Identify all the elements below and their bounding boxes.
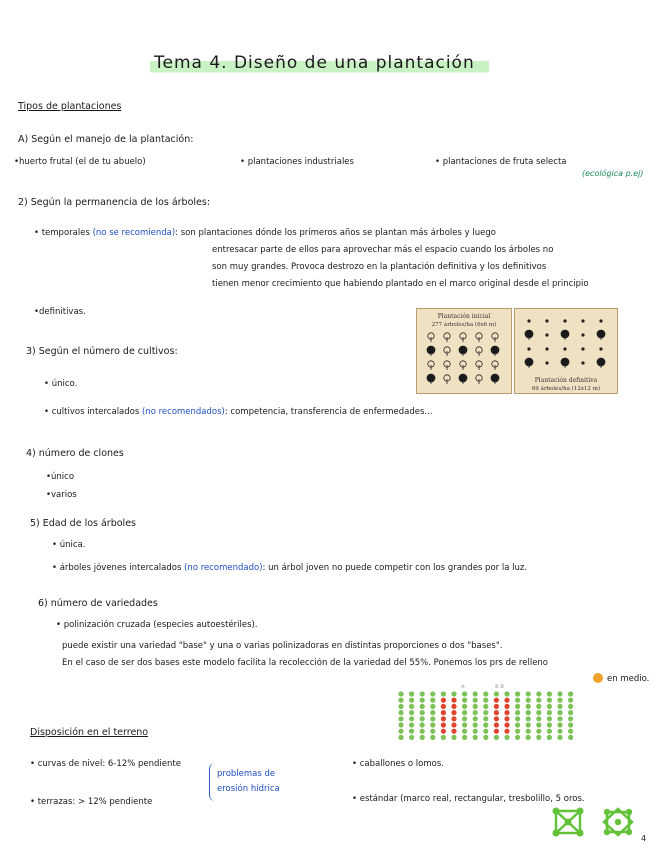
orchard-tree-dot (536, 691, 541, 696)
tree-definitiva-icon (427, 374, 435, 384)
tree-temporal-icon (444, 361, 450, 370)
orchard-tree-dot (441, 729, 446, 734)
tree-temporal-icon (476, 375, 482, 384)
orchard-dot-grid (395, 680, 585, 740)
orchard-tree-dot (473, 710, 478, 715)
orchard-tree-dot (504, 698, 509, 703)
jovenes-label: • árboles jóvenes intercalados (52, 563, 182, 573)
temporales-text-3: son muy grandes. Provoca destrozo en la plantación definitiva y los definitivos (212, 262, 547, 272)
orchard-tree-dot (451, 710, 456, 715)
section-heading-tipos: Tipos de plantaciones (18, 101, 122, 112)
orchard-tree-dot (441, 722, 446, 727)
orchard-tree-dot (526, 698, 531, 703)
orchard-label-a: A (461, 684, 465, 690)
orchard-tree-dot (441, 735, 446, 740)
orchard-tree-dot (462, 716, 467, 721)
jovenes-note: (no recomendado) (184, 563, 263, 573)
orchard-tree-dot (473, 716, 478, 721)
tree-removed-dot (527, 347, 530, 350)
tree-removed-dot (599, 319, 602, 322)
list-item-edad-unica: • única. (52, 540, 86, 550)
orchard-tree-dot (504, 722, 509, 727)
tree-removed-dot (581, 361, 584, 364)
tree-definitiva-icon (561, 330, 569, 340)
figure-plantacion-inicial (416, 308, 512, 394)
variedades-text-3: en medio. (607, 674, 650, 684)
list-item-selecta: • plantaciones de fruta selecta (435, 157, 567, 167)
orchard-tree-dot (441, 698, 446, 703)
orchard-tree-dot (568, 735, 573, 740)
list-item-polinizacion: • polinización cruzada (especies autoestériles). (56, 620, 258, 630)
orchard-tree-dot (526, 691, 531, 696)
tree-definitiva-icon (491, 346, 499, 356)
orchard-tree-dot (409, 691, 414, 696)
tree-removed-dot (581, 333, 584, 336)
orchard-tree-dot (494, 716, 499, 721)
orchard-tree-dot (536, 735, 541, 740)
tree-definitiva-icon (561, 358, 569, 368)
orchard-tree-dot (557, 729, 562, 734)
list-item-caballones: • caballones o lomos. (352, 759, 444, 769)
orchard-tree-dot (557, 691, 562, 696)
tree-temporal-icon (444, 333, 450, 342)
orchard-tree-dot (494, 722, 499, 727)
orchard-label-b: B B (495, 684, 504, 690)
temporales-label: • temporales (34, 228, 90, 238)
orchard-tree-dot (398, 691, 403, 696)
orchard-tree-dot (473, 735, 478, 740)
orchard-tree-dot (398, 716, 403, 721)
orchard-tree-dot (515, 710, 520, 715)
orchard-tree-dot (430, 735, 435, 740)
orchard-tree-dot (462, 691, 467, 696)
orchard-tree-dot (409, 729, 414, 734)
tresbolillo-icon (601, 806, 635, 841)
orchard-tree-dot (557, 735, 562, 740)
orchard-tree-dot (430, 704, 435, 709)
temporales-text-4: tienen menor crecimiento que habiendo plantado en el marco original desde el principio (212, 279, 589, 289)
orchard-tree-dot (504, 710, 509, 715)
list-item-huerto: •huerto frutal (el de tu abuelo) (14, 157, 146, 167)
orchard-tree-dot (420, 698, 425, 703)
orchard-tree-dot (568, 716, 573, 721)
tree-definitiva-icon (459, 374, 467, 384)
list-item-terrazas: • terrazas: > 12% pendiente (30, 797, 153, 807)
tree-removed-dot (527, 319, 530, 322)
orchard-tree-dot (526, 716, 531, 721)
tree-removed-dot (563, 319, 566, 322)
orchard-tree-dot (568, 691, 573, 696)
orchard-tree-dot (547, 710, 552, 715)
intercalados-line (44, 407, 433, 417)
section-heading-disposicion: Disposición en el terreno (30, 727, 149, 738)
intercalados-note: (no recomendados) (142, 407, 225, 417)
tree-removed-dot (581, 347, 584, 350)
orchard-tree-dot (557, 722, 562, 727)
orchard-tree-dot (409, 735, 414, 740)
orchard-tree-dot (451, 716, 456, 721)
orchard-tree-dot (430, 729, 435, 734)
tree-definitiva-icon (491, 374, 499, 384)
tree-temporal-icon (460, 333, 466, 342)
orchard-tree-dot (462, 735, 467, 740)
orchard-tree-dot (420, 716, 425, 721)
orchard-tree-dot (420, 710, 425, 715)
orchard-layout-diagram (395, 680, 585, 740)
orchard-tree-dot (473, 704, 478, 709)
orchard-tree-dot (441, 716, 446, 721)
orchard-tree-dot (462, 710, 467, 715)
orchard-tree-dot (483, 722, 488, 727)
subsection-c-title: 3) Según el número de cultivos: (26, 346, 178, 357)
orchard-tree-dot (451, 704, 456, 709)
orchard-tree-dot (462, 722, 467, 727)
tree-removed-dot (545, 319, 548, 322)
orchard-tree-dot (568, 729, 573, 734)
orchard-tree-dot (473, 729, 478, 734)
orchard-tree-dot (557, 710, 562, 715)
problemas-line-1: problemas de (217, 769, 276, 779)
tree-removed-dot (545, 333, 548, 336)
orchard-tree-dot (420, 704, 425, 709)
orchard-tree-dot (526, 735, 531, 740)
brace-bracket (209, 763, 216, 801)
page-number: 4 (641, 834, 647, 843)
orchard-tree-dot (494, 735, 499, 740)
orchard-tree-dot (462, 729, 467, 734)
tree-definitiva-icon (459, 346, 467, 356)
orchard-tree-dot (504, 716, 509, 721)
subsection-b-title: 2) Según la permanencia de los árboles: (18, 197, 211, 208)
orchard-tree-dot (451, 691, 456, 696)
intercalados-label: • cultivos intercalados (44, 407, 140, 417)
orchard-tree-dot (547, 722, 552, 727)
list-item-clon-varios: •varios (46, 490, 77, 500)
tree-removed-dot (581, 319, 584, 322)
orchard-tree-dot (504, 729, 509, 734)
orchard-tree-dot (430, 698, 435, 703)
tree-removed-dot (599, 347, 602, 350)
orchard-tree-dot (536, 698, 541, 703)
tree-temporal-icon (492, 361, 498, 370)
variedades-text-1: puede existir una variedad "base" y una o varias polinizadoras en distintas proporciones o dos "bases". (62, 641, 503, 651)
orchard-tree-dot (515, 691, 520, 696)
orchard-tree-dot (430, 710, 435, 715)
variedades-text-2: En el caso de ser dos bases este modelo facilita la recolección de la variedad del 55%. Ponemos los prs de relleno (62, 658, 549, 668)
jovenes-text: : un árbol joven no puede competir con los grandes por la luz. (262, 563, 528, 573)
subsection-a-title: A) Según el manejo de la plantación: (18, 134, 194, 145)
list-item-clon-unico: •único (46, 472, 75, 482)
orchard-tree-dot (430, 716, 435, 721)
orchard-tree-dot (451, 722, 456, 727)
orchard-tree-dot (483, 691, 488, 696)
orchard-tree-dot (483, 698, 488, 703)
orchard-tree-dot (462, 698, 467, 703)
subsection-f-title: 6) número de variedades (38, 598, 158, 609)
orchard-tree-dot (473, 698, 478, 703)
tree-definitiva-icon (525, 330, 533, 340)
caption-inicial-2: 277 árboles/ha (6x6 m) (431, 322, 497, 328)
orchard-tree-dot (441, 704, 446, 709)
orchard-tree-dot (409, 710, 414, 715)
temporales-note: (no se recomienda) (92, 228, 176, 238)
orchard-tree-dot (536, 716, 541, 721)
tree-definitiva-icon (427, 346, 435, 356)
orchard-tree-dot (494, 704, 499, 709)
tree-temporal-icon (444, 347, 450, 356)
orchard-tree-dot (483, 735, 488, 740)
tree-temporal-icon (444, 375, 450, 384)
orchard-tree-dot (451, 698, 456, 703)
orchard-tree-dot (430, 722, 435, 727)
tree-removed-dot (563, 347, 566, 350)
caption-inicial-1: Plantación inicial (437, 313, 491, 320)
page-title: Tema 4. Diseño de una plantación (150, 52, 489, 75)
orchard-tree-dot (420, 735, 425, 740)
orchard-tree-dot (526, 722, 531, 727)
orchard-tree-dot (515, 722, 520, 727)
orchard-tree-dot (451, 729, 456, 734)
jovenes-line (52, 563, 527, 573)
tree-definitiva-icon (597, 358, 605, 368)
temporales-text-1: : son plantaciones dónde los primeros años se plantan más árboles y luego (175, 228, 496, 238)
orchard-tree-dot (473, 691, 478, 696)
orchard-tree-dot (441, 710, 446, 715)
orchard-tree-dot (483, 710, 488, 715)
orchard-tree-dot (420, 691, 425, 696)
orchard-tree-dot (494, 698, 499, 703)
list-item-curvas: • curvas de nivel: 6-12% pendiente (30, 759, 181, 769)
caption-definitiva-1: Plantación definitiva (534, 377, 598, 384)
orchard-tree-dot (409, 722, 414, 727)
orchard-tree-dot (441, 691, 446, 696)
orchard-tree-dot (547, 691, 552, 696)
intercalados-text: : competencia, transferencia de enfermedades... (224, 407, 433, 417)
orchard-tree-dot (398, 710, 403, 715)
list-item-definitivas: •definitivas. (34, 307, 86, 317)
orchard-tree-dot (547, 729, 552, 734)
orchard-tree-dot (536, 722, 541, 727)
orange-dot-icon (593, 673, 603, 683)
orchard-tree-dot (547, 716, 552, 721)
subsection-d-title: 4) número de clones (26, 448, 124, 459)
list-item-industriales: • plantaciones industriales (240, 157, 354, 167)
orchard-tree-dot (557, 704, 562, 709)
figure-plantacion-definitiva (514, 308, 618, 394)
orchard-tree-dot (568, 722, 573, 727)
orchard-tree-dot (557, 716, 562, 721)
orchard-tree-dot (504, 735, 509, 740)
orchard-tree-dot (526, 729, 531, 734)
temporales-text-2: entresacar parte de ellos para aprovechar más el espacio cuando los árboles no (212, 245, 554, 255)
orchard-tree-dot (515, 729, 520, 734)
list-item-unico-cultivo: • único. (44, 379, 78, 389)
orchard-tree-dot (526, 704, 531, 709)
tree-temporal-icon (476, 333, 482, 342)
tree-removed-dot (545, 361, 548, 364)
orchard-tree-dot (547, 704, 552, 709)
orchard-tree-dot (430, 691, 435, 696)
problemas-line-2: erosión hídrica (217, 784, 280, 794)
orchard-tree-dot (398, 704, 403, 709)
tree-grid-definitiva (525, 319, 605, 368)
tree-temporal-icon (460, 361, 466, 370)
orchard-tree-dot (483, 729, 488, 734)
orchard-tree-dot (515, 735, 520, 740)
list-item-estandar: • estándar (marco real, rectangular, tresbolillo, 5 oros. (352, 794, 585, 804)
tree-grid-inicial (427, 333, 499, 384)
orchard-tree-dot (462, 704, 467, 709)
tree-temporal-icon (476, 361, 482, 370)
orchard-tree-dot (409, 716, 414, 721)
orchard-tree-dot (547, 735, 552, 740)
orchard-tree-dot (398, 729, 403, 734)
tree-temporal-icon (428, 361, 434, 370)
tree-temporal-icon (428, 333, 434, 342)
tree-temporal-icon (492, 333, 498, 342)
orchard-tree-dot (409, 698, 414, 703)
subsection-e-title: 5) Edad de los árboles (30, 518, 136, 529)
orchard-tree-dot (494, 691, 499, 696)
orchard-tree-dot (398, 698, 403, 703)
tree-temporal-icon (476, 347, 482, 356)
orchard-tree-dot (515, 698, 520, 703)
orchard-tree-dot (526, 710, 531, 715)
orchard-tree-dot (557, 698, 562, 703)
orchard-tree-dot (568, 710, 573, 715)
orchard-tree-dot (398, 722, 403, 727)
plantacion-definitiva-diagram (515, 309, 617, 393)
orchard-tree-dot (515, 716, 520, 721)
orchard-tree-dot (515, 704, 520, 709)
tree-definitiva-icon (597, 330, 605, 340)
tree-definitiva-icon (525, 358, 533, 368)
marco-real-icon (551, 806, 585, 841)
orchard-tree-dot (504, 691, 509, 696)
orchard-tree-dot (494, 710, 499, 715)
orchard-tree-dot (483, 716, 488, 721)
orchard-tree-dot (504, 704, 509, 709)
orchard-tree-dot (494, 729, 499, 734)
orchard-tree-dot (536, 729, 541, 734)
temporales-line (34, 228, 496, 238)
plantacion-inicial-diagram (417, 309, 511, 393)
orchard-tree-dot (568, 704, 573, 709)
orchard-tree-dot (409, 704, 414, 709)
orchard-tree-dot (473, 722, 478, 727)
orchard-tree-dot (483, 704, 488, 709)
orchard-tree-dot (536, 704, 541, 709)
orchard-tree-dot (547, 698, 552, 703)
orchard-tree-dot (536, 710, 541, 715)
orchard-tree-dot (420, 722, 425, 727)
note-ecologica: (ecológica p.ej) (582, 169, 644, 178)
orchard-tree-dot (398, 735, 403, 740)
orchard-tree-dot (420, 729, 425, 734)
caption-definitiva-2: 69 árboles/ha (12x12 m) (531, 386, 601, 392)
orchard-tree-dot (568, 698, 573, 703)
orchard-tree-dot (451, 735, 456, 740)
tree-removed-dot (545, 347, 548, 350)
